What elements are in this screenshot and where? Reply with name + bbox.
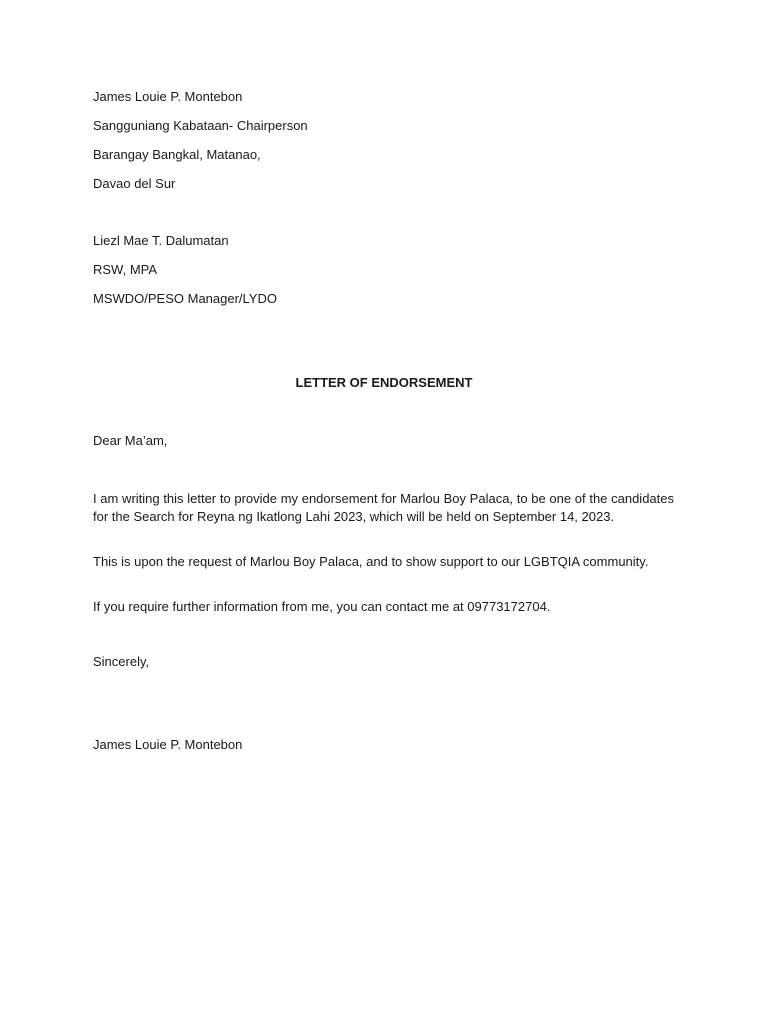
sender-address-line2: Davao del Sur bbox=[93, 176, 176, 191]
letter-title: LETTER OF ENDORSEMENT bbox=[295, 375, 473, 390]
sender-address-line1: Barangay Bangkal, Matanao, bbox=[93, 147, 261, 162]
body-paragraph-2: This is upon the request of Marlou Boy Palaca, and to show support to our LGBTQIA community. bbox=[93, 554, 649, 569]
salutation: Dear Ma’am, bbox=[93, 433, 168, 448]
signatory-name: James Louie P. Montebon bbox=[93, 737, 243, 752]
body-paragraph-3: If you require further information from me, you can contact me at 09773172704. bbox=[93, 599, 551, 614]
recipient-name: Liezl Mae T. Dalumatan bbox=[93, 233, 229, 248]
recipient-position: MSWDO/PESO Manager/LYDO bbox=[93, 291, 277, 306]
body-paragraph-1: I am writing this letter to provide my endorsement for Marlou Boy Palaca, to be one of the candidates for the Search for Reyna ng Ikatlong Lahi 2023, which will be held on September 14, 2023. bbox=[93, 491, 674, 524]
sender-name: James Louie P. Montebon bbox=[93, 89, 243, 104]
recipient-credentials: RSW, MPA bbox=[93, 262, 158, 277]
sender-position: Sangguniang Kabataan- Chairperson bbox=[93, 118, 308, 133]
closing: Sincerely, bbox=[93, 654, 150, 669]
